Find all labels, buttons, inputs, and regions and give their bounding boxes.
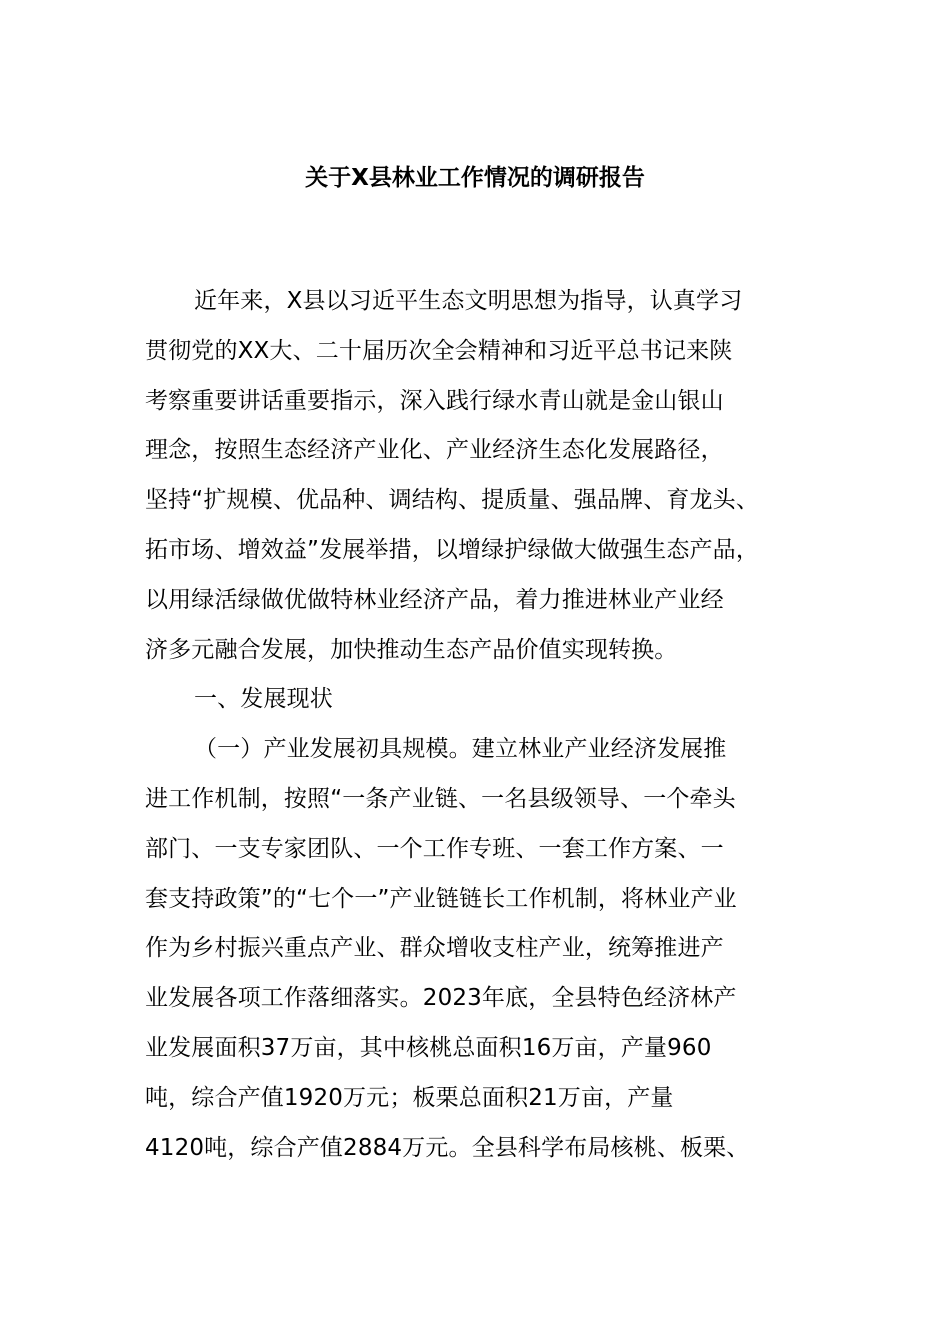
- document-body: [145, 277, 815, 1173]
- paragraph-2-line-7: 业发展面积37万亩，其中核桃总面积16万亩，产量960: [145, 1034, 712, 1061]
- paragraph-2-line-4: 套支持政策”的“七个一”产业链链长工作机制，将林业产业: [145, 885, 737, 912]
- paragraph-1-line-7: 以用绿活绿做优做特林业经济产品，着力推进林业产业经: [145, 586, 724, 613]
- paragraph-2-line-3: 部门、一支专家团队、一个工作专班、一套工作方案、一: [145, 835, 724, 862]
- paragraph-1-line-5: 坚持“扩规模、优品种、调结构、提质量、强品牌、育龙头、: [145, 487, 759, 514]
- paragraph-2-line-8: 吨，综合产值1920万元；板栗总面积21万亩，产量: [145, 1084, 674, 1111]
- paragraph-1-line-3: 考察重要讲话重要指示，深入践行绿水青山就是金山银山: [145, 387, 724, 414]
- paragraph-1-line-8: 济多元融合发展，加快推动生态产品价值实现转换。: [145, 636, 678, 663]
- paragraph-1-line-4: 理念，按照生态经济产业化、产业经济生态化发展路径，: [145, 437, 724, 464]
- paragraph-1-line-6: 拓市场、增效益”发展举措，以增绿护绿做大做强生态产品，: [145, 536, 759, 563]
- section-heading: 一、发展现状: [194, 686, 333, 713]
- paragraph-2-line-2: 进工作机制，按照“一条产业链、一名县级领导、一个牵头: [145, 785, 736, 812]
- paragraph-1-line-2: 贯彻党的XX大、二十届历次全会精神和习近平总书记来陕: [145, 337, 733, 364]
- document-title: 关于X县林业工作情况的调研报告: [305, 165, 645, 191]
- paragraph-2-line-5: 作为乡村振兴重点产业、群众增收支柱产业，统筹推进产: [145, 935, 724, 962]
- paragraph-2-line-1: （一）产业发展初具规模。建立林业产业经济发展推: [194, 736, 727, 763]
- paragraph-2-line-6: 业发展各项工作落细落实。2023年底，全县特色经济林产: [145, 985, 737, 1012]
- paragraph-2-line-9: 4120吨，综合产值2884万元。全县科学布局核桃、板栗、: [145, 1134, 750, 1161]
- paragraph-1-line-1: 近年来，X县以习近平生态文明思想为指导，认真学习: [194, 288, 743, 314]
